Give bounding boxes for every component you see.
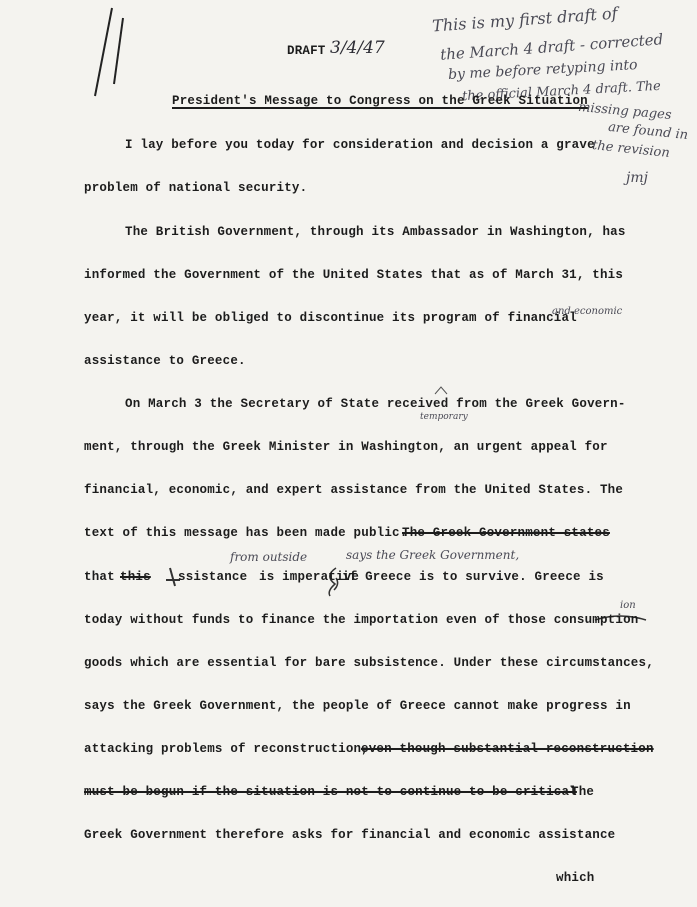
margin-stroke-1 [95,8,112,96]
margin-stroke-2 [114,18,123,84]
line-16-the: The [571,785,595,799]
hand-from-outside: from outside [230,550,308,564]
line-17: Greek Government therefore asks for financial and economic assistance [84,828,616,842]
note-line-4: the official March 4 draft. The [461,78,662,105]
struck-must-be-begun: must be begun if the situation is not to continue to be critical [84,785,577,799]
page-title: President's Message to Congress on the Greek Situation [172,94,588,108]
line-15: attacking problems of reconstruction, [84,742,369,756]
struck-even-though: even though substantial reconstruction [361,742,654,756]
note-line-2: the March 4 draft - corrected [439,30,664,64]
line-14: says the Greek Government, the people of Greece cannot make progress in [84,699,631,713]
line-9: financial, economic, and expert assistance from the United States. The [84,483,624,497]
line-7: On March 3 the Secretary of State received from the Greek Govern- [125,397,626,411]
draft-date: 3/4/47 [330,38,385,58]
line-8: ment, through the Greek Minister in Washington, an urgent appeal for [84,440,608,454]
line-11-assistance: ssistance [178,570,248,584]
line-1: I lay before you today for consideration and decision a grave [125,138,595,152]
line-11-that: that [84,570,115,584]
line-2: problem of national security. [84,181,308,195]
line-11-imperative: is imperative [259,570,360,584]
struck-this: this [120,570,151,584]
line-6: assistance to Greece. [84,354,246,368]
line-10: text of this message has been made public. [84,526,408,540]
note-initials: jmj [626,170,648,186]
note-line-7: the revision [591,137,671,162]
line-3: The British Government, through its Ambassador in Washington, has [125,225,626,239]
note-line-1: This is my first draft of [431,3,619,36]
line-5: year, it will be obliged to discontinue its program of financial [84,311,577,325]
hand-temporary: temporary [420,412,468,422]
hand-ion: ion [620,600,636,611]
note-line-5: missing pages [577,99,673,124]
note-line-6: are found in [607,119,689,144]
note-line-3: by me before retyping into [447,57,638,83]
hand-and-economic: and economic [552,306,623,317]
line-12: today without funds to finance the importation even of those consumption [84,613,639,627]
draft-label: DRAFT [287,44,326,58]
struck-greek-states: The Greek Government states [402,526,610,540]
line-11-rest: if Greece is to survive. Greece is [342,570,604,584]
line-13: goods which are essential for bare subsistence. Under these circumstances, [84,656,654,670]
line-4: informed the Government of the United States that as of March 31, this [84,268,624,282]
hand-says-gov: says the Greek Government, [346,548,520,562]
line-18-which: which [556,871,595,885]
caret-insert [435,387,447,394]
